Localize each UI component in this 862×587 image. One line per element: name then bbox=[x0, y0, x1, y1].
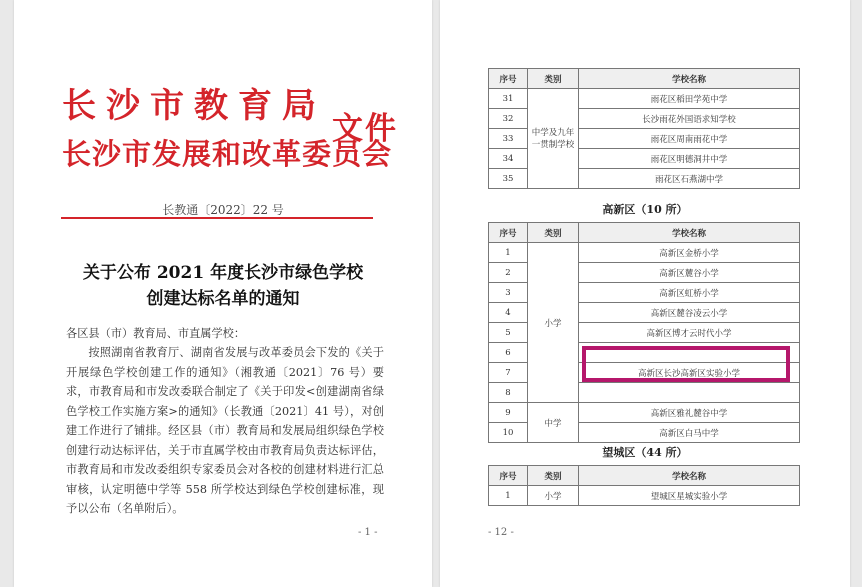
school-name: 高新区雅礼麓谷中学 bbox=[579, 403, 800, 423]
red-divider bbox=[61, 217, 373, 219]
table-row bbox=[489, 486, 800, 506]
school-name: 雨花区稻田学苑中学 bbox=[579, 89, 800, 109]
row-no: 10 bbox=[489, 423, 528, 443]
table-row bbox=[489, 403, 800, 423]
row-no: 2 bbox=[489, 263, 528, 283]
row-no: 1 bbox=[489, 243, 528, 263]
row-no: 7 bbox=[489, 363, 528, 383]
row-no: 32 bbox=[489, 109, 528, 129]
category-cell: 小学 bbox=[528, 243, 579, 403]
school-name: 长沙雨花外国语求知学校 bbox=[579, 109, 800, 129]
header-school: 学校名称 bbox=[579, 466, 800, 486]
header-no: 序号 bbox=[489, 69, 528, 89]
school-table-wangcheng bbox=[488, 465, 800, 506]
issuer-name-education-bureau: 长沙市教育局 bbox=[62, 86, 326, 126]
highlight-annotation bbox=[582, 346, 790, 382]
section-title-gaoxin: 高新区（10 所） bbox=[602, 203, 688, 216]
category-cell: 中学 bbox=[528, 403, 579, 443]
row-no: 5 bbox=[489, 323, 528, 343]
school-name: 高新区麓谷凌云小学 bbox=[579, 303, 800, 323]
header-no: 序号 bbox=[489, 223, 528, 243]
document-page-left bbox=[14, 0, 432, 587]
header-no: 序号 bbox=[489, 466, 528, 486]
document-number: 长教通〔2022〕22 号 bbox=[162, 203, 284, 217]
section-title-wangcheng: 望城区（44 所） bbox=[602, 446, 688, 459]
school-name: 高新区麓谷小学 bbox=[579, 263, 800, 283]
school-name: 高新区长沙高新区实验小学 bbox=[579, 363, 800, 383]
issuer-name-development-commission: 长沙市发展和改革委员会 bbox=[62, 137, 393, 171]
table-row bbox=[489, 89, 800, 109]
school-table-yuhua bbox=[488, 68, 800, 189]
category-cell: 小学 bbox=[528, 486, 579, 506]
page-number: - 1 - bbox=[358, 527, 378, 538]
header-category: 类别 bbox=[528, 223, 579, 243]
row-no: 3 bbox=[489, 283, 528, 303]
table-header-row bbox=[489, 223, 800, 243]
school-name: 高新区虹桥小学 bbox=[579, 283, 800, 303]
row-no: 8 bbox=[489, 383, 528, 403]
document-page-right bbox=[440, 0, 850, 587]
table-header-row bbox=[489, 69, 800, 89]
row-no: 35 bbox=[489, 169, 528, 189]
school-name: 高新区白马中学 bbox=[579, 423, 800, 443]
school-name: 雨花区明德洞井中学 bbox=[579, 149, 800, 169]
header-school: 学校名称 bbox=[579, 69, 800, 89]
school-table-gaoxin bbox=[488, 222, 800, 443]
school-name bbox=[579, 383, 800, 403]
row-no: 1 bbox=[489, 486, 528, 506]
row-no: 6 bbox=[489, 343, 528, 363]
school-name: 望城区星城实验小学 bbox=[579, 486, 800, 506]
addressee: 各区县（市）教育局、市直属学校： bbox=[66, 327, 246, 340]
table-row bbox=[489, 243, 800, 263]
school-name: 高新区金桥小学 bbox=[579, 243, 800, 263]
header-category: 类别 bbox=[528, 466, 579, 486]
table-header-row bbox=[489, 466, 800, 486]
notice-title-line-1: 关于公布 2021 年度长沙市绿色学校 bbox=[82, 263, 364, 283]
document-suffix: 文件 bbox=[332, 111, 398, 147]
notice-title-line-2: 创建达标名单的通知 bbox=[146, 289, 300, 309]
row-no: 33 bbox=[489, 129, 528, 149]
school-name: 雨花区周南雨花中学 bbox=[579, 129, 800, 149]
page-number: - 12 - bbox=[488, 527, 514, 538]
row-no: 9 bbox=[489, 403, 528, 423]
school-name: 雨花区石燕湖中学 bbox=[579, 169, 800, 189]
row-no: 4 bbox=[489, 303, 528, 323]
row-no: 31 bbox=[489, 89, 528, 109]
header-school: 学校名称 bbox=[579, 223, 800, 243]
body-paragraph: 按照湖南省教育厅、湖南省发展与改革委员会下发的《关于开展绿色学校创建工作的通知》（湘教通〔2021〕76 号）要求，市教育局和市发改委联合制定了《关于印发<创建湖南省绿色学校工作实施方案>的通知》（长教通〔2021〕41 号），对创建工作进行了铺排。经区县（市）教育局和发展局组织绿色学校创建行动达标评估，关于市直属学校由市教育局负责达标评估，市教育局和市发改委组织专家委员会对各校的创建材料进行汇总审核，认定明德中学等 558 所学校达到绿色学校创建标准，现予以公布（名单附后）。 bbox=[66, 346, 384, 515]
header-category: 类别 bbox=[528, 69, 579, 89]
row-no: 34 bbox=[489, 149, 528, 169]
category-cell: 中学及九年一贯制学校 bbox=[528, 89, 579, 189]
school-name: 高新区博才云时代小学 bbox=[579, 323, 800, 343]
